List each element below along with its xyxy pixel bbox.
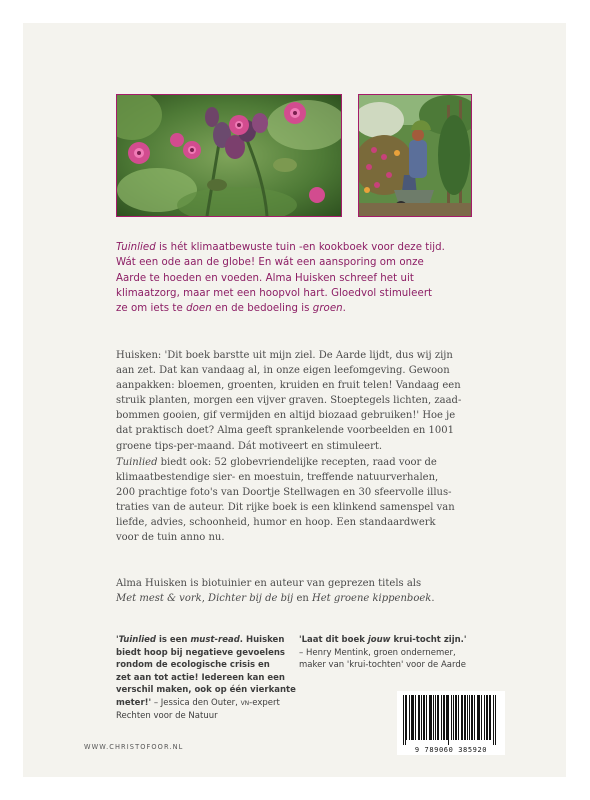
barcode-bar — [433, 695, 434, 740]
barcode-bar — [486, 695, 487, 740]
intro-line: ze om iets te doen en de bedoeling is groen. — [116, 303, 346, 315]
barcode-bar — [448, 695, 449, 745]
barcode-bar — [464, 695, 465, 740]
barcode-bar — [444, 695, 445, 740]
barcode-bar — [447, 695, 448, 740]
barcode-bar — [477, 695, 478, 740]
huisken-paragraph — [116, 348, 496, 454]
barcode-bar — [474, 695, 475, 740]
text-line: Alma Huisken is biotuinier en auteur van geprezen titels als — [116, 578, 422, 589]
text-line: liefde, advies, schoonheid, humor en hoop. Een standaardwerk — [116, 517, 436, 529]
barcode-bar — [490, 695, 491, 740]
intro-text — [116, 240, 496, 316]
text-line: 200 prachtige foto's van Doortje Stellwagen en 30 sfeervolle illus- — [116, 487, 452, 499]
barcode-bar — [481, 695, 482, 740]
text-line: klimaatbestendige sier- en moestuin, treffende natuurverhalen, — [116, 472, 439, 484]
text-line: bommen gooien, gif vermijden en altijd biozaad gebruiken!' Hoe je — [116, 410, 456, 422]
contents-paragraph — [116, 455, 496, 546]
barcode-bar — [429, 695, 430, 740]
isbn-number: 9 789060 385920 — [414, 746, 488, 754]
barcode-bar — [413, 695, 414, 740]
barcode-bar — [437, 695, 438, 740]
flower-photo — [116, 94, 342, 217]
book-title: Tuinlied — [116, 242, 156, 253]
text-line: voor de tuin anno nu. — [116, 532, 225, 544]
barcode-bar — [495, 695, 496, 745]
barcode-bar — [415, 695, 416, 740]
barcode-bar — [472, 695, 473, 740]
barcode-bar — [441, 695, 442, 740]
barcode-bar — [458, 695, 459, 740]
barcode-bar — [419, 695, 420, 740]
book-title: Tuinlied — [116, 457, 158, 468]
text-line: struik planten, morgen een vijver graven. Stoeptegels lichten, zaad- — [116, 395, 462, 407]
barcode-bar — [426, 695, 427, 740]
barcode-bar — [443, 695, 444, 740]
gardener-photo — [358, 94, 472, 217]
text-line: traties van de auteur. Dit rijke boek is een klinkend samenspel van — [116, 502, 455, 514]
intro-line: Aarde te hoeden en voeden. Alma Huisken schreef het uit — [116, 272, 414, 284]
intro-line: Wát een ode aan de globe! En wát een aansporing om onze — [116, 257, 424, 269]
intro-line: klimaatzorg, maar met een hoopvol hart. Gloedvol stimuleert — [116, 287, 433, 299]
barcode-bar — [453, 695, 454, 740]
barcode-bar — [430, 695, 431, 740]
barcode-bar — [469, 695, 470, 740]
intro-line: Tuinlied is hét klimaatbewuste tuin -en kookboek voor deze tijd. — [116, 242, 445, 253]
barcode-bar — [403, 695, 404, 745]
barcode-bar — [451, 695, 452, 740]
text-line: aan zet. Dat kan vandaag al, in onze eigen leefomgeving. Gewoon — [116, 365, 450, 377]
author-paragraph — [116, 576, 496, 606]
barcode-bar — [487, 695, 488, 740]
barcode-bar — [423, 695, 424, 740]
barcode-bar — [424, 695, 425, 740]
barcode-bar — [405, 695, 406, 745]
text-line: Huisken: 'Dit boek barstte uit mijn ziel. De Aarde lijdt, dus wij zijn — [116, 350, 453, 361]
barcode-bar — [412, 695, 413, 740]
barcode-bar — [406, 695, 407, 740]
barcode-bar — [455, 695, 456, 740]
barcode-bar — [418, 695, 419, 740]
text-line: Tuinlied biedt ook: 52 globevriendelijke recepten, raad voor de — [116, 457, 437, 468]
barcode-bar — [484, 695, 485, 740]
barcode-bar — [478, 695, 479, 740]
barcode-bar — [446, 695, 447, 740]
barcode-bar — [435, 695, 436, 740]
barcode-bar — [462, 695, 463, 740]
review-quote-mentink: 'Laat dit boek jouw krui-tocht zijn.' – Henry Mentink, groen ondernemer, maker van 'krui-tochten' voor de Aarde — [299, 635, 467, 671]
barcode-bar — [461, 695, 462, 740]
barcode-bar — [489, 695, 490, 740]
isbn-barcode — [397, 691, 505, 755]
barcode-bars — [397, 691, 505, 745]
barcode-bar — [493, 695, 494, 745]
barcode-bar — [471, 695, 472, 740]
text-line: groene tips-per-maand. Dát motiveert en stimuleert. — [116, 440, 383, 452]
barcode-bar — [438, 695, 439, 740]
barcode-bar — [467, 695, 468, 740]
barcode-bar — [456, 695, 457, 740]
barcode-bar — [465, 695, 466, 740]
text-line: aanpakken: bloemen, groenten, kruiden en fruit telen! Vandaag een — [116, 380, 461, 392]
barcode-bar — [479, 695, 480, 740]
barcode-bar — [421, 695, 422, 740]
review-quote-outer: 'Tuinlied is een must-read. Huisken biedt hoop bij negatieve gevoelens rondom de ecologische crisis en zet aan tot actie! Iedereen kan een verschil maken, ook op één vierkante meter!' – Jessica den Outer, vn-expert Rechten voor de Natuur — [116, 635, 296, 721]
barcode-bar — [409, 695, 410, 740]
barcode-bar — [431, 695, 432, 740]
back-cover — [23, 23, 566, 777]
text-line: Met mest & vork, Dichter bij de bij en Het groene kippenboek. — [116, 593, 435, 605]
publisher-website: WWW.CHRISTOFOOR.NL — [84, 743, 184, 751]
barcode-bar — [411, 695, 412, 740]
text-line: dat praktisch doet? Alma geeft sprankelende voorbeelden en 1001 — [116, 425, 454, 437]
